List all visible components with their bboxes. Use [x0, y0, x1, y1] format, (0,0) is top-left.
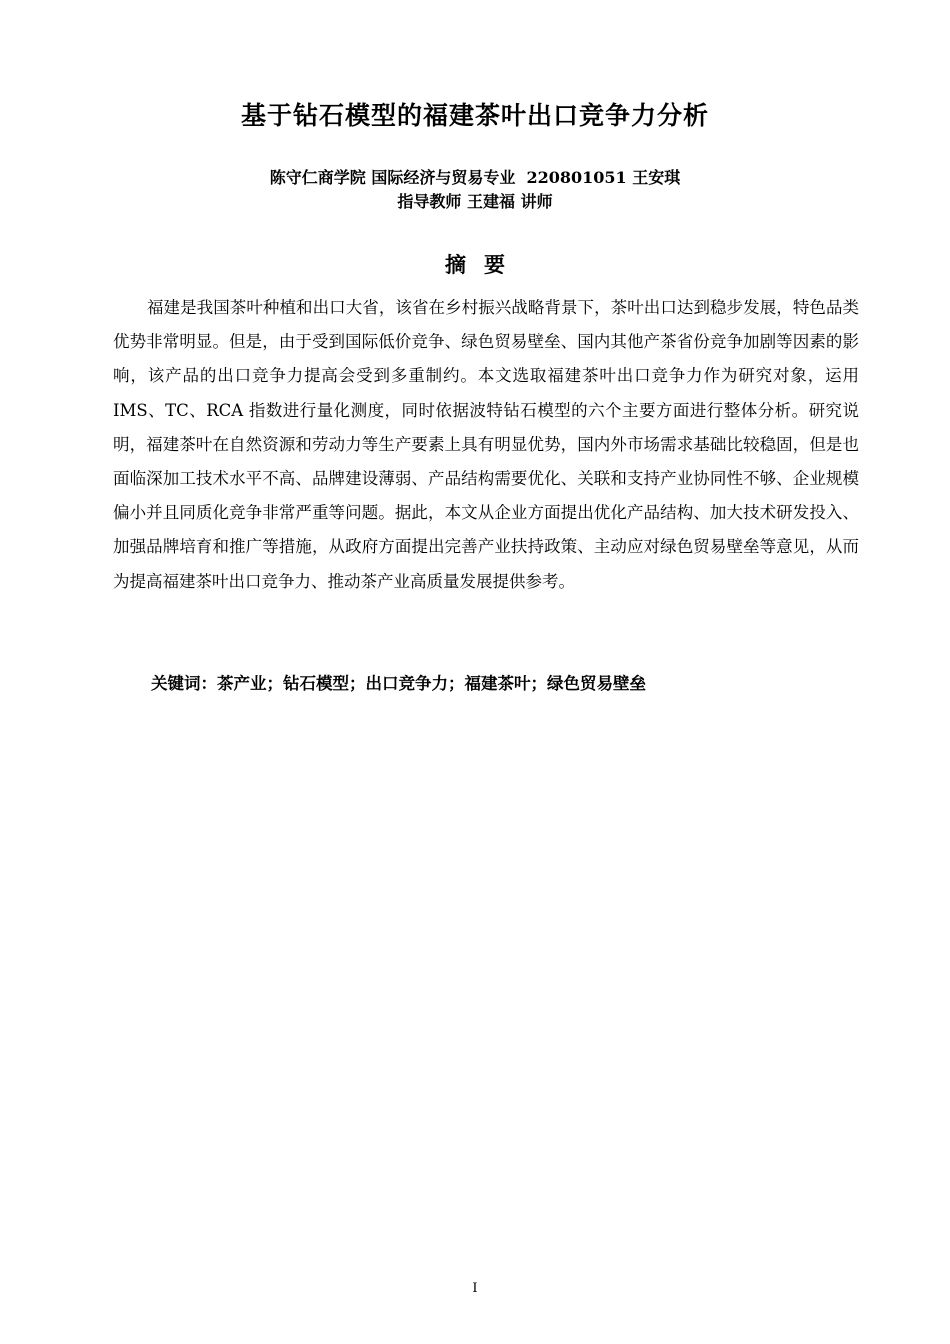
abstract-paragraph: 福建是我国茶叶种植和出口大省，该省在乡村振兴战略背景下，茶叶出口达到稳步发展，特色品类优势非常明显。但是，由于受到国际低价竞争、绿色贸易壁垒、国内其他产茶省份竞争加剧等因素的影响，该产品的出口竞争力提高会受到多重制约。本文选取福建茶叶出口竞争力作为研究对象，运用 IMS、TC、RCA 指数进行量化测度，同时依据波特钻石模型的六个主要方面进行整体分析。研究说明，福建茶叶在自然资源和劳动力等生产要素上具有明显优势，国内外市场需求基础比较稳固，但是也面临深加工技术水平不高、品牌建设薄弱、产品结构需要优化、关联和支持产业协同性不够、企业规模偏小并且同质化竞争非常严重等问题。据此，本文从企业方面提出优化产品结构、加大技术研发投入、加强品牌培育和推广等措施，从政府方面提出完善产业扶持政策、主动应对绿色贸易壁垒等意见，从而为提高福建茶叶出口竞争力、推动茶产业高质量发展提供参考。: [113, 298, 859, 591]
advisor-line: 指导教师 王建福 讲师: [397, 192, 553, 211]
page-number: I: [472, 1281, 478, 1296]
keywords-line: 关键词：茶产业；钻石模型；出口竞争力；福建茶叶；绿色贸易壁垒: [151, 674, 646, 693]
author-line: 陈守仁商学院 国际经济与贸易专业 220801051 王安琪: [269, 168, 681, 187]
paper-title: 基于钻石模型的福建茶叶出口竞争力分析: [240, 101, 709, 130]
abstract-heading: 摘要: [445, 252, 523, 277]
